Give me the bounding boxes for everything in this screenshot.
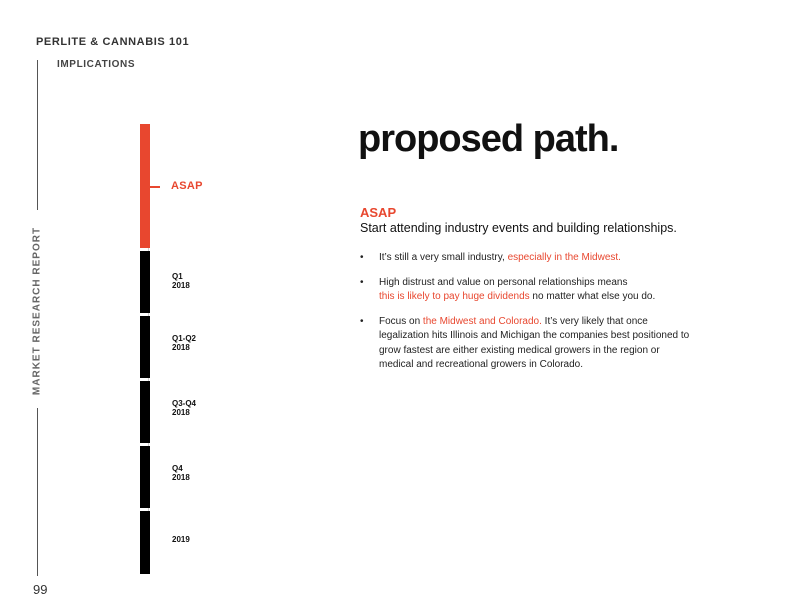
timeline-label-year: 2018	[172, 281, 190, 290]
timeline-segment-q4-2018	[140, 446, 150, 508]
timeline-label-2019	[172, 535, 190, 544]
section-label: IMPLICATIONS	[57, 59, 136, 70]
sidebar-vertical-label: MARKET RESEARCH REPORT	[31, 226, 43, 396]
timeline-label-period: 2019	[172, 535, 190, 544]
timeline-rail	[140, 124, 150, 574]
bullet-text: It’s still a very small industry,	[379, 252, 508, 263]
timeline-label-period: Q3-Q4	[172, 399, 197, 408]
page-number: 99	[33, 582, 48, 597]
phase-heading: ASAP	[360, 205, 397, 220]
timeline-current-label: ASAP	[171, 180, 203, 192]
bullet-item	[360, 276, 690, 305]
sidebar-rule-bottom	[37, 408, 38, 576]
bullet-highlight: especially in the Midwest.	[507, 252, 621, 263]
timeline-segment-q1q2-2018	[140, 316, 150, 378]
timeline-segment-q1-2018	[140, 251, 150, 313]
timeline-label-year: 2018	[172, 343, 190, 352]
bullet-highlight: this is likely to pay huge dividends	[379, 291, 530, 302]
bullet-text: Focus on	[379, 315, 423, 327]
timeline-label-q1-2018	[172, 272, 190, 290]
phase-summary: Start attending industry events and building relationships.	[360, 221, 677, 235]
page-headline: proposed path.	[358, 118, 619, 160]
timeline-segment-2019	[140, 511, 150, 574]
sidebar-rule-top	[37, 60, 38, 210]
bullet-item	[360, 315, 690, 373]
timeline-label-period: Q1-Q2	[172, 334, 197, 343]
timeline-label-q4-2018	[172, 464, 190, 482]
timeline-segment-asap	[140, 124, 150, 248]
bullet-text: no matter what else you do.	[529, 291, 656, 302]
timeline-label-year: 2018	[172, 408, 190, 417]
timeline-label-period: Q4	[172, 464, 183, 473]
bullet-list	[360, 251, 690, 383]
bullet-highlight: the Midwest and Colorado.	[422, 315, 542, 327]
timeline-label-year: 2018	[172, 473, 190, 482]
timeline-label-period: Q1	[172, 272, 183, 281]
bullet-item	[360, 251, 690, 266]
report-title: PERLITE & CANNABIS 101	[36, 36, 190, 48]
timeline-label-q3q4-2018	[172, 399, 196, 417]
timeline-current-marker	[150, 186, 160, 188]
timeline-segment-q3q4-2018	[140, 381, 150, 443]
timeline-label-q1q2-2018	[172, 334, 196, 352]
bullet-text: High distrust and value on personal relationships means	[379, 276, 628, 288]
bullet-text: It’s very likely that once legalization hits Illinois and Michigan the companies best positioned to grow fastest are either existing medical growers in the region or medical and recreational growers in Colorado.	[379, 315, 690, 370]
